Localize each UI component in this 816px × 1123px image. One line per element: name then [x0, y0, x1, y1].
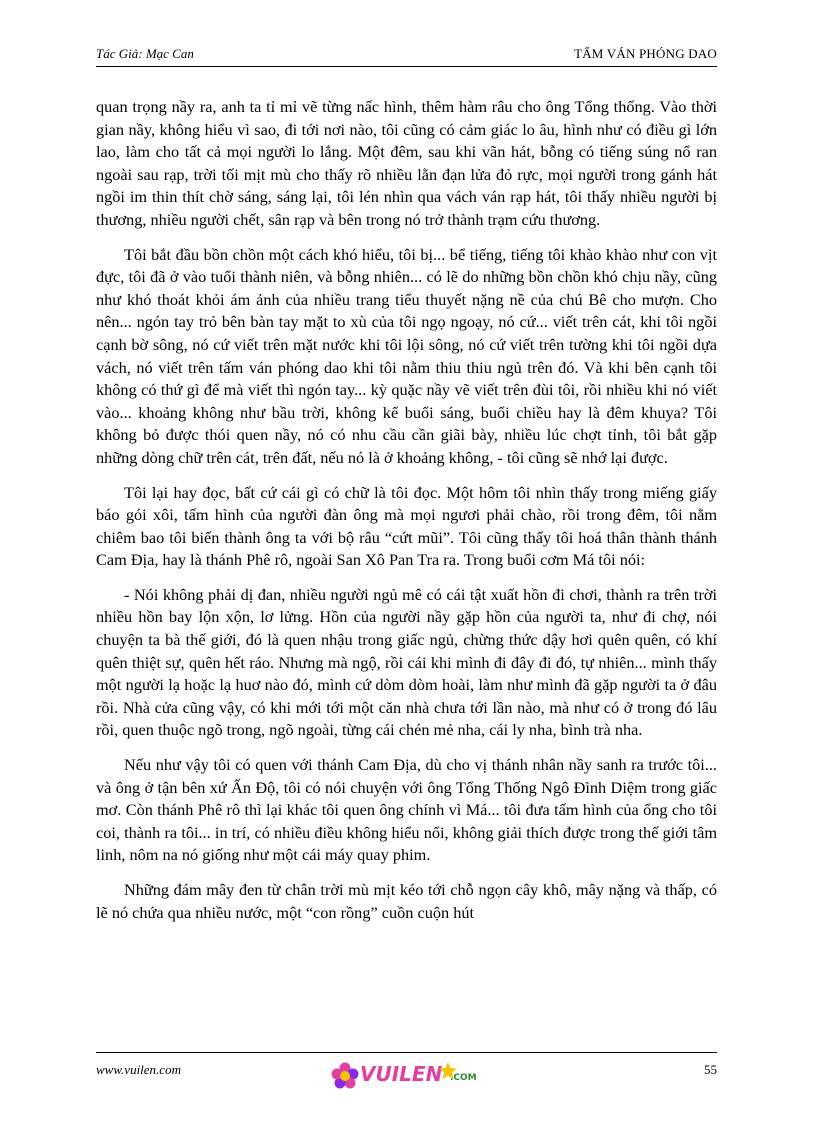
paragraph: - Nói không phải dị đan, nhiều người ngủ mê có cái tật xuất hồn đi chơi, thành ra trên trời nhiều hồn bay lộn xộn, lơ lửng. Hồn của người nầy gặp hồn của người ta, như đi chợ, nói chuyện ta bà thế giới, đó là quen nhậu trong giấc ngủ, chừng thức dậy hơi quên quên, có khí quên thiệt sự, quên hết ráo. Nhưng mà ngộ, rồi cái khi mình đi đây đi đó, tự nhiên... mình thấy một người lạ hoặc lạ huơ nào đó, mình cứ dòm dòm hoài, làm như mình đã gặp người ta ở đâu rồi. Nhà cửa cũng vậy, có khi mới tới một căn nhà chưa tới lần nào, mà như có ở trong đó lâu rồi, quen thuộc ngõ trong, ngõ ngoài, từng cái chén mẻ nha, cái ly nha, bình trà nha.: [96, 584, 717, 740]
logo-suffix: .COM: [450, 1073, 477, 1083]
page-header: [96, 46, 717, 66]
paragraph: quan trọng nầy ra, anh ta tỉ mỉ vẽ từng nấc hình, thêm hàm râu cho ông Tổng thống. Vào thời gian nầy, không hiểu vì sao, đi tới nơi nào, tôi cũng có cảm giác lo âu, hình như có điều gì lớn lao, làm cho tất cả mọi người lo lắng. Một đêm, sau khi vãn hát, bỗng có tiếng súng nổ ran ngoài sau rạp, trời tối mịt mù cho thấy rõ nhiều lằn đạn lửa đỏ rực, mọi người trong gánh hát ngồi im thin thít chờ sáng, sáng lại, tôi lén nhìn qua vách ván rạp hát, tôi thấy nhiều người bị thương, nhiều người chết, sân rạp và bên trong nó trở thành trạm cứu thương.: [96, 97, 717, 229]
author-name: Tác Giả: Mạc Can: [96, 46, 194, 61]
logo-text: VUILEN: [360, 1062, 443, 1086]
paragraph: Tôi lại hay đọc, bất cứ cái gì có chữ là tôi đọc. Một hôm tôi nhìn thấy trong miếng giấy báo gói xôi, tấm hình của người đàn ông mà mọi ngươi phải chào, rồi trong đêm, tôi nằm chiêm bao tôi biến thành ông ta với bộ râu “cứt mũi”. Tôi cũng thấy tôi hoá thân thành thánh Cam Địa, hay là thánh Phê rô, ngoài San Xô Pan Tra ra. Trong buổi cơm Má tôi nói:: [96, 482, 717, 570]
paragraph: Tôi bắt đầu bồn chồn một cách khó hiểu, tôi bị... bể tiếng, tiếng tôi khào khào như con vịt đực, tôi đã ở vào tuổi thành niên, và bỗng nhiên... có lẽ do những bồn chồn khó chịu nầy, cũng như khó thoát khỏi ám ảnh của nhiều trang tiểu thuyết nặng nề của chú Bê cho mượn. Cho nên... ngón tay trỏ bên bàn tay mặt to xù của tôi ngọ ngoạy, nó cứ... viết trên cát, khi tôi ngồi cạnh bờ sông, nó cứ viết trên mặt nước khi tôi lội sông, nó cứ viết trên tường khi tôi ngồi dựa vách, nó viết trên tấm ván phóng dao khi tôi nằm thiu thiu ngủ trên đó. Và khi bên cạnh tôi không có thứ gì để mà viết thì ngón tay... kỳ quặc nầy vẽ viết trên đùi tôi, rồi nhiều khi nó viết vào... khoảng không như bầu trời, không kể buổi sáng, buổi chiều hay là đêm khuya? Tôi không bỏ được thói quen nầy, nó có nhu cầu cần giãi bày, nhiều lúc chợt tỉnh, tôi bắt gặp những dòng chữ trên cát, trên đất, nếu nó là ở khoảng không, - tôi cũng sẽ nhớ lại được.: [96, 244, 717, 467]
body-text: [96, 96, 717, 936]
website-link[interactable]: www.vuilen.com: [96, 1062, 181, 1077]
footer-divider: [96, 1052, 717, 1053]
paragraph: Những đám mây đen từ chân trời mù mịt kéo tới chỗ ngọn cây khô, mây nặng và thấp, có lẽ nó chứa qua nhiều nước, một “con rồng” cuồn cuộn hút: [96, 880, 717, 922]
book-title: TẤM VÁN PHÓNG DAO: [574, 46, 717, 61]
page-number: 55: [704, 1062, 717, 1077]
paragraph: Nếu như vậy tôi có quen với thánh Cam Địa, dù cho vị thánh nhân nầy sanh ra trước tôi... và ông ở tận bên xứ Ấn Độ, tôi có nói chuyện với ông Tổng Thống Ngô Đình Diệm trong giấc mơ. Còn thánh Phê rô thì lại khác tôi quen ông chính vì Má... tôi đưa tấm hình của ổng cho tôi coi, thành ra tôi... in trí, có nhiều điều không hiểu nổi, không giải thích được trong thế giới tâm linh, nôm na nó giống như một cái máy quay phim.: [96, 755, 717, 865]
logo-wordmark: [360, 1062, 442, 1086]
vuilen-logo[interactable]: [330, 1059, 480, 1093]
header-divider: [96, 66, 717, 67]
flower-icon: [330, 1061, 360, 1091]
